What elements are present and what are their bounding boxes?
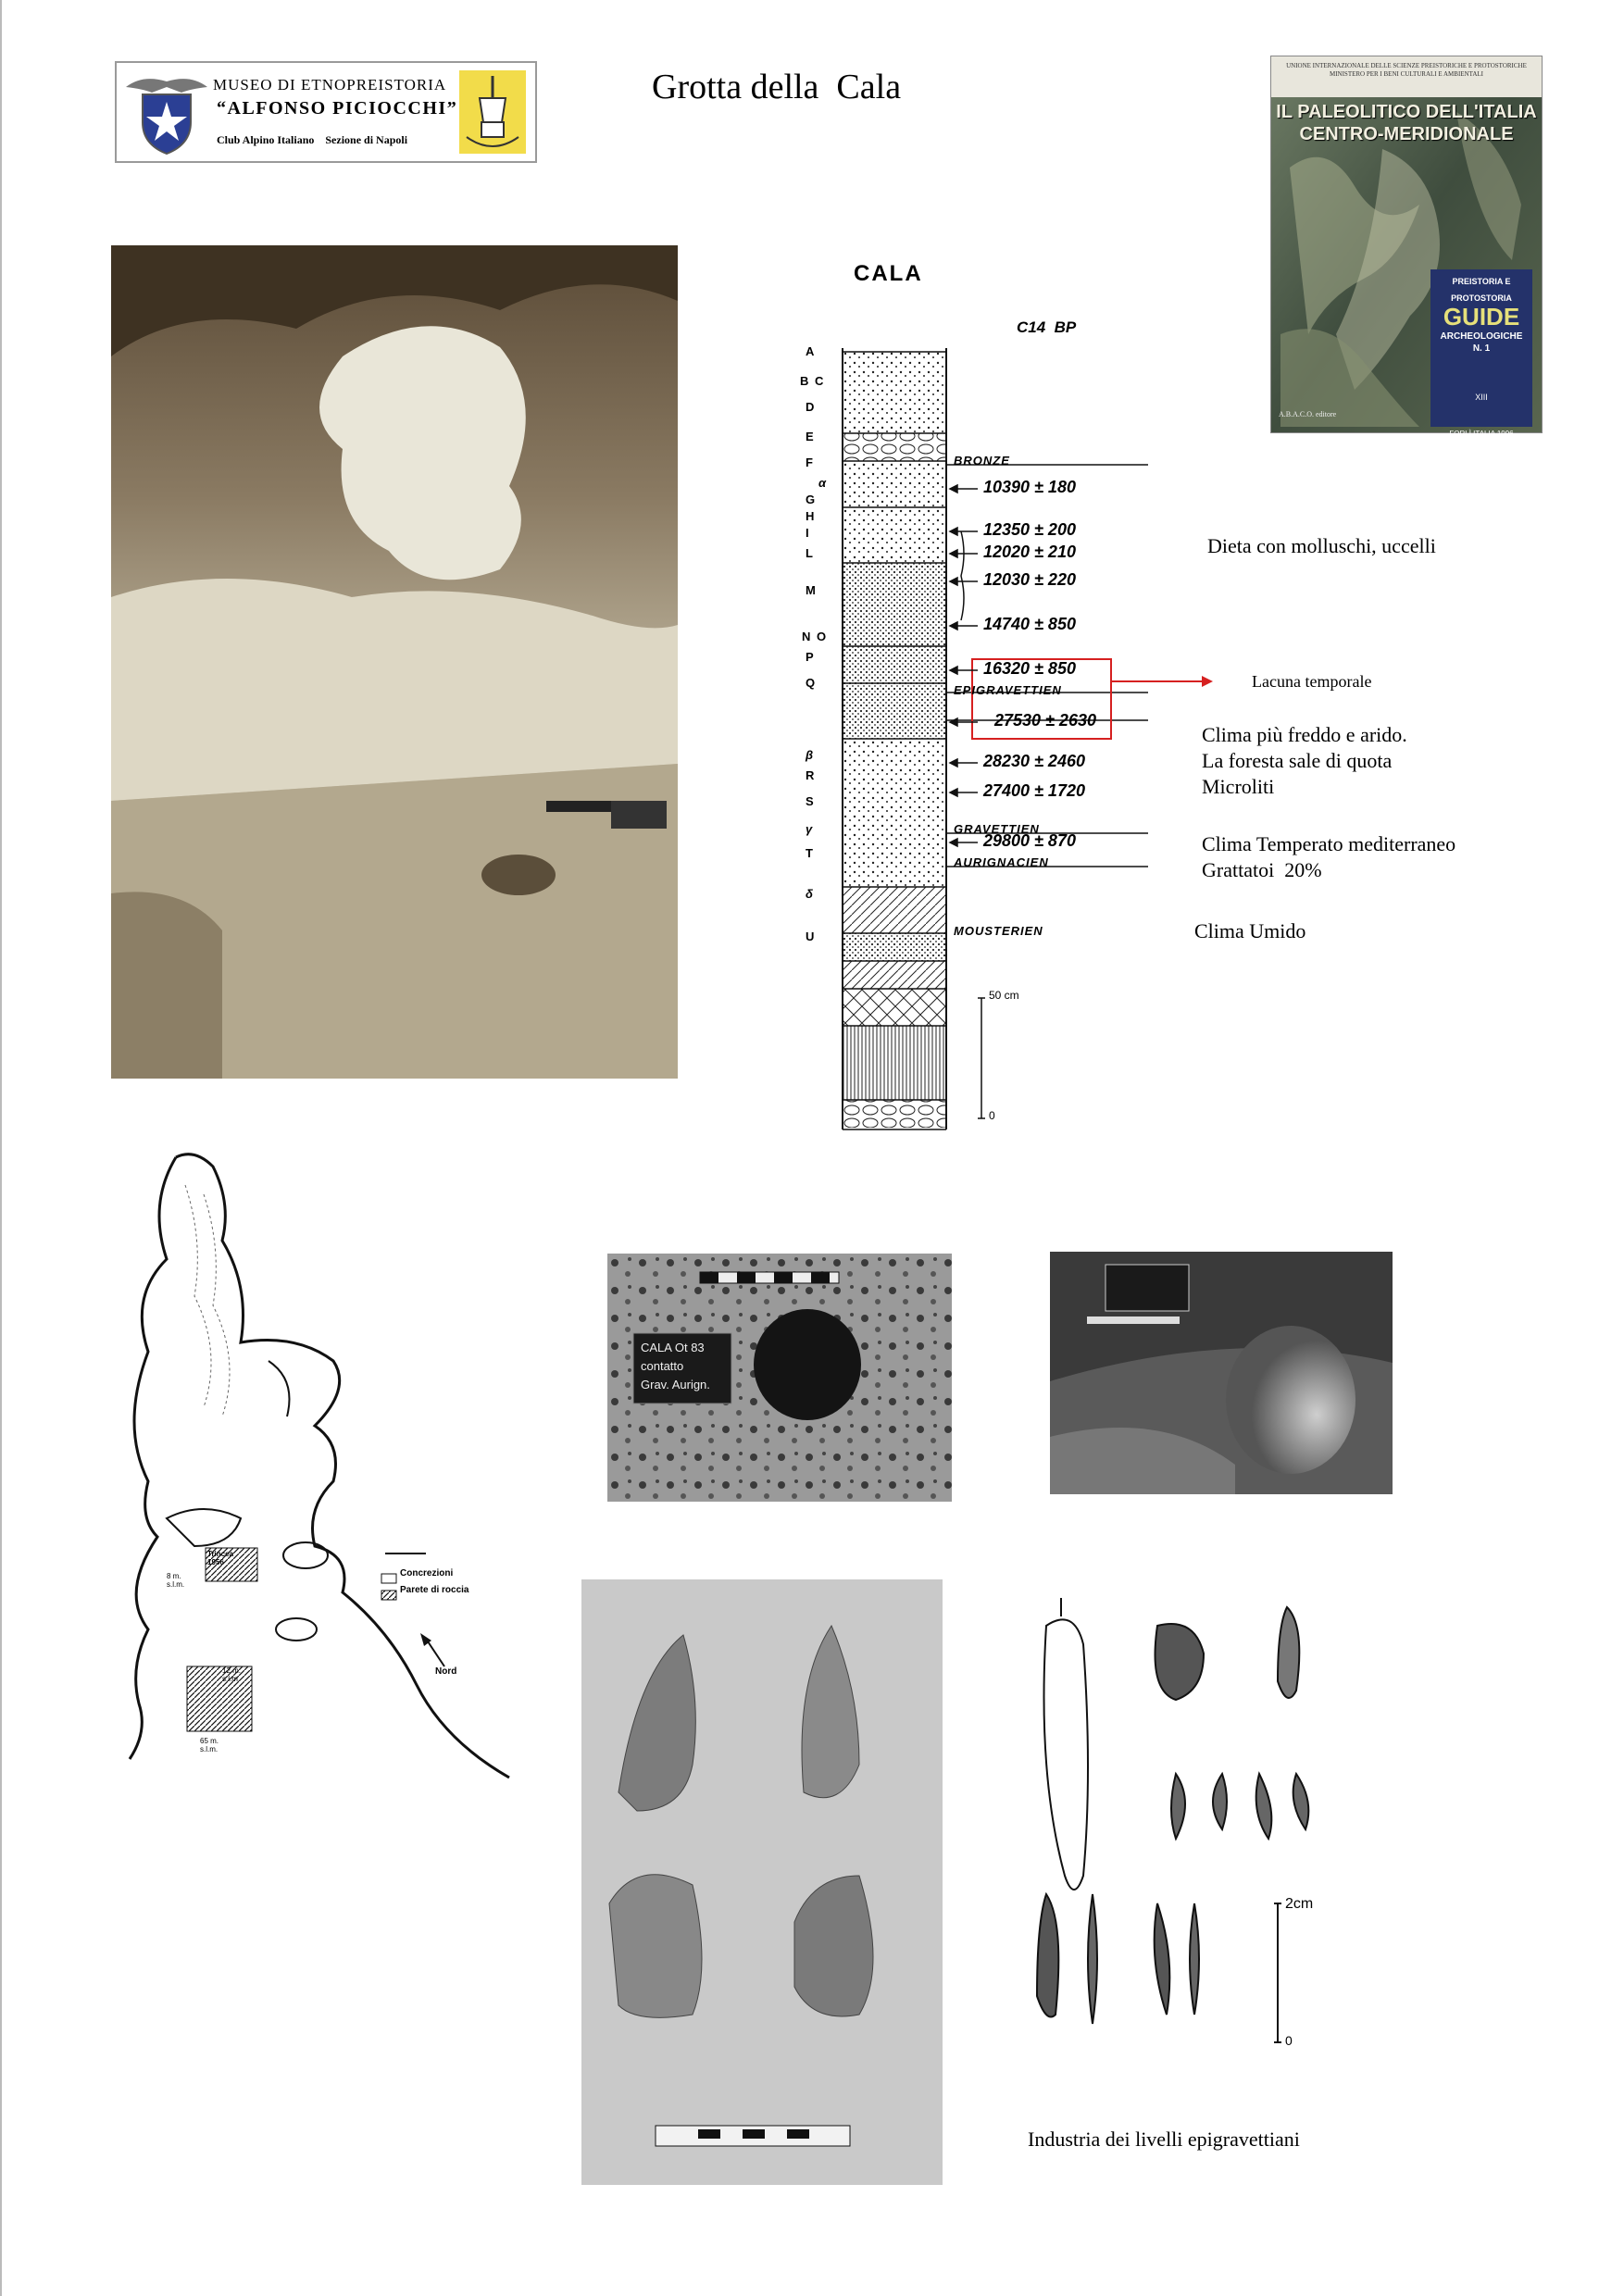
map-label-bottom: 65 m. s.l.m. [200, 1737, 219, 1753]
epigravettian-tools-drawings [1018, 1589, 1389, 2126]
hole-tag [641, 1339, 710, 1394]
hole-tag-line3: Grav. Aurign. [641, 1378, 710, 1391]
strat-layer-0: A [806, 344, 815, 358]
strat-layer-8: H [806, 509, 815, 523]
strat-date-6: 27530 ± 2630 [994, 711, 1096, 730]
strat-layer-4: E [806, 430, 814, 443]
drawings-caption: Industria dei livelli epigravettiani [1028, 2128, 1300, 2151]
strat-culture-0: BRONZE [954, 454, 1010, 468]
strat-layer-3: D [806, 400, 815, 414]
cave-plan-drawing [111, 1148, 518, 1787]
strat-scale-top: 50 cm [989, 989, 1019, 1002]
strat-layer-6: α [818, 476, 827, 490]
book-series-main: GUIDE [1443, 303, 1520, 331]
cave-plan-map [111, 1148, 518, 1787]
floor-photo-art [1050, 1252, 1393, 1494]
strat-layer-9: I [806, 526, 809, 540]
strat-layer-15: Q [806, 676, 816, 690]
strat-layer-12: N [802, 630, 811, 643]
museum-logo [115, 61, 537, 163]
strat-culture-3: AURIGNACIEN [954, 855, 1049, 869]
strat-date-arrowhead-6 [950, 718, 957, 726]
strat-culture-2: GRAVETTIEN [954, 822, 1040, 836]
hole-tag-line2: contatto [641, 1359, 684, 1373]
strat-layer-10: L [806, 546, 813, 560]
strat-layer-16: β [806, 748, 814, 762]
book-number: N. 1 [1472, 343, 1491, 354]
book-cover [1270, 56, 1543, 438]
strat-date-7: 28230 ± 2460 [983, 752, 1085, 770]
strat-layer-2: C [815, 374, 824, 388]
note-dieta: Dieta con molluschi, uccelli [1207, 534, 1436, 557]
strat-layer-14: P [806, 650, 814, 664]
map-north-label: Nord [435, 1666, 457, 1677]
strat-site-label: CALA [854, 261, 923, 286]
book-series-line1: PREISTORIA E [1452, 277, 1511, 286]
map-label-trincea: Trincea 1956 [207, 1550, 234, 1566]
page-edge-line [0, 0, 2, 2296]
strat-date-8: 27400 ± 1720 [983, 781, 1085, 800]
cave-photo-art [111, 245, 678, 1079]
stratigraphy-column [787, 248, 1189, 1146]
hearth-hole-photo [607, 1254, 952, 1502]
strat-layer-20: T [806, 846, 813, 860]
book-place: FORLÌ ITALIA 1996 [1449, 430, 1514, 438]
strat-scale-bottom: 0 [989, 1109, 995, 1122]
strat-date-0: 10390 ± 180 [983, 478, 1076, 496]
book-title [1275, 101, 1538, 145]
note-umido: Clima Umido [1194, 919, 1306, 942]
strat-culture-4: MOUSTERIEN [954, 924, 1043, 938]
hole-tag-line1: CALA Ot 83 [641, 1341, 705, 1354]
strat-layer-11: M [806, 583, 816, 597]
book-title-line2: CENTRO-MERIDIONALE [1299, 124, 1514, 144]
cave-excavation-photo [111, 245, 678, 1079]
drawing-scale-zero: 0 [1285, 2033, 1293, 2048]
strat-date-arrowhead-2 [950, 550, 957, 557]
book-congress: XIII [1475, 393, 1488, 402]
logo-line1: MUSEO DI ETNOPREISTORIA [213, 76, 447, 94]
strat-date-arrowhead-0 [950, 485, 957, 493]
strat-layer-1: B [800, 374, 809, 388]
strat-layer-19: γ [806, 822, 813, 836]
strat-layer-22: U [806, 930, 815, 943]
logo-line2: “ALFONSO PICIOCCHI” [217, 98, 458, 119]
strat-date-3: 12030 ± 220 [983, 570, 1076, 589]
strat-layer-18: S [806, 794, 814, 808]
note-temperato: Clima Temperato mediterraneo Grattatoi 20% [1202, 832, 1456, 881]
strat-date-2: 12020 ± 210 [983, 543, 1076, 561]
note-lacuna: Lacuna temporale [1252, 672, 1372, 691]
strat-date-5: 16320 ± 850 [983, 659, 1076, 678]
strat-date-1: 12350 ± 200 [983, 520, 1076, 539]
strat-date-9: 29800 ± 870 [983, 831, 1076, 850]
strat-dating-header: C14 BP [1017, 318, 1077, 336]
logo-line3: Club Alpino Italiano Sezione di Napoli [217, 133, 408, 146]
strat-layer-5: F [806, 455, 813, 469]
book-header: UNIONE INTERNAZIONALE DELLE SCIENZE PREISTORICHE E PROTOSTORICHE MINISTERO PER I BENI CULTURALI E AMBIENTALI [1271, 56, 1542, 97]
book-series-panel [1430, 269, 1532, 438]
map-label-mid: 12 m. s.l.m. [222, 1666, 242, 1683]
strat-date-arrowhead-3 [950, 578, 957, 585]
stone-tools-photo [581, 1579, 943, 2185]
book-title-line1: IL PALEOLITICO DELL'ITALIA [1276, 102, 1537, 122]
stratigraphy-drawing [787, 248, 1189, 1146]
book-series-line2: PROTOSTORIA [1451, 293, 1512, 303]
tools-drawing-art [1018, 1589, 1389, 2126]
strat-layer-17: R [806, 768, 815, 782]
page-title: Grotta della Cala [652, 68, 902, 106]
strat-layer-21: δ [806, 887, 813, 901]
excavation-floor-photo [1050, 1252, 1393, 1494]
strat-date-arrowhead-8 [950, 789, 957, 796]
map-label-top: 8 m. s.l.m. [167, 1572, 185, 1589]
strat-date-arrowhead-7 [950, 759, 957, 767]
strat-date-4: 14740 ± 850 [983, 615, 1076, 633]
strat-date-arrowhead-1 [950, 528, 957, 535]
lamp-emblem-icon [459, 70, 526, 154]
cai-eagle-star-emblem-icon [124, 69, 209, 156]
strat-layer-13: O [817, 630, 827, 643]
book-publisher: A.B.A.C.O. editore [1279, 410, 1337, 418]
map-legend-concrezioni: Concrezioni [400, 1568, 454, 1578]
drawing-scale-label: 2cm [1285, 1896, 1314, 1912]
note-freddo: Clima più freddo e arido. La foresta sale di quota Microliti [1202, 723, 1407, 798]
book-series-sub: ARCHEOLOGICHE [1440, 331, 1523, 342]
map-legend-parete: Parete di roccia [400, 1585, 469, 1595]
strat-date-arrowhead-5 [950, 667, 957, 674]
strat-date-arrowhead-9 [950, 839, 957, 846]
strat-layer-7: G [806, 493, 816, 506]
strat-culture-1: EPIGRAVETTIEN [954, 683, 1062, 697]
strat-date-arrowhead-4 [950, 622, 957, 630]
tools-photo-art [581, 1579, 943, 2185]
